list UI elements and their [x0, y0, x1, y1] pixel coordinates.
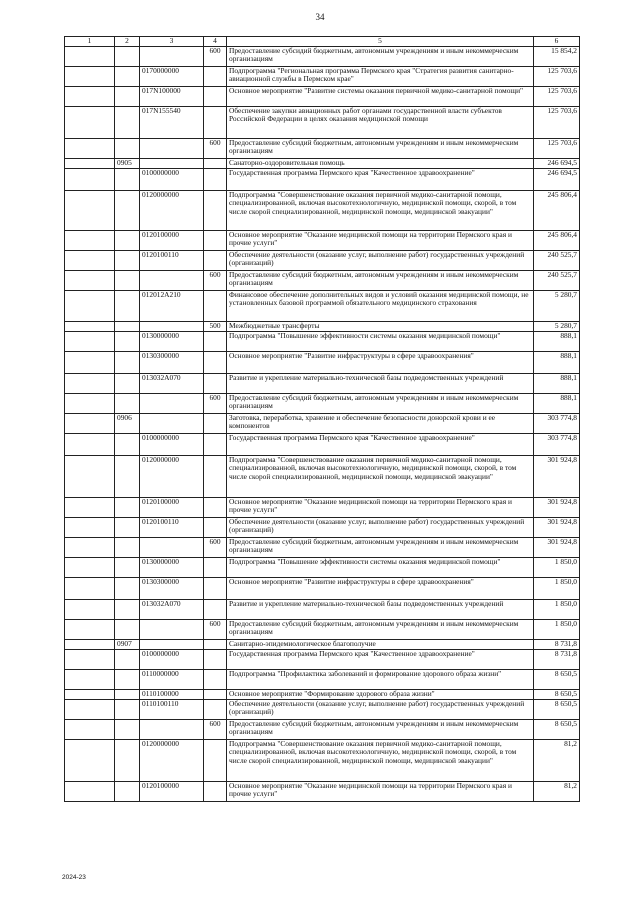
cell-name: Государственная программа Пермского края "Качественное здравоохранение" [227, 433, 534, 455]
cell-amount: 888,1 [534, 351, 580, 373]
cell-expense-type: 600 [204, 537, 227, 557]
cell-amount: 1 850,0 [534, 557, 580, 577]
cell-section [115, 619, 140, 639]
cell-target-article: 017N155540 [140, 106, 204, 138]
cell-name: Предоставление субсидий бюджетным, автономным учреждениям и иным некоммерческим организациям [227, 270, 534, 290]
cell-section [115, 66, 140, 86]
cell-chapter [65, 497, 115, 517]
cell-chapter [65, 290, 115, 321]
cell-chapter [65, 190, 115, 230]
cell-expense-type [204, 158, 227, 168]
table-row [65, 619, 580, 639]
cell-expense-type [204, 168, 227, 190]
budget-table [64, 36, 580, 802]
cell-chapter [65, 699, 115, 719]
table-row [65, 321, 580, 331]
cell-name: Развитие и укрепление материально-технической базы подведомственных учреждений [227, 373, 534, 393]
cell-amount: 81,2 [534, 781, 580, 801]
table-row [65, 599, 580, 619]
table-row [65, 331, 580, 351]
cell-name: Санаторно-оздоровительная помощь [227, 158, 534, 168]
column-header: 3 [140, 37, 204, 47]
cell-amount: 8 731,8 [534, 649, 580, 669]
cell-name: Подпрограмма "Повышение эффективности системы оказания медицинской помощи" [227, 331, 534, 351]
cell-expense-type [204, 557, 227, 577]
cell-amount: 125 703,6 [534, 138, 580, 158]
cell-chapter [65, 739, 115, 781]
cell-section [115, 557, 140, 577]
cell-section [115, 290, 140, 321]
cell-section [115, 331, 140, 351]
cell-section [115, 699, 140, 719]
cell-section [115, 517, 140, 537]
cell-section [115, 393, 140, 413]
cell-name: Основное мероприятие "Оказание медицинской помощи на территории Пермского края и прочие услуги" [227, 497, 534, 517]
table-row [65, 106, 580, 138]
cell-name: Основное мероприятие "Развитие инфраструктуры в сфере здравоохранения" [227, 577, 534, 599]
cell-section: 0905 [115, 158, 140, 168]
cell-target-article: 0100000000 [140, 433, 204, 455]
table-row [65, 351, 580, 373]
cell-target-article: 0120000000 [140, 190, 204, 230]
cell-amount: 1 850,0 [534, 577, 580, 599]
cell-chapter [65, 321, 115, 331]
cell-target-article: 013032А070 [140, 373, 204, 393]
header-row [65, 37, 580, 47]
table-row [65, 639, 580, 649]
cell-target-article: 0130000000 [140, 331, 204, 351]
cell-chapter [65, 66, 115, 86]
cell-chapter [65, 86, 115, 106]
table-row [65, 230, 580, 250]
cell-amount: 15 854,2 [534, 46, 580, 66]
cell-target-article: 0110000000 [140, 669, 204, 689]
cell-chapter [65, 689, 115, 699]
cell-section: 0907 [115, 639, 140, 649]
cell-target-article [140, 619, 204, 639]
cell-expense-type [204, 455, 227, 497]
cell-section [115, 230, 140, 250]
cell-target-article: 0130300000 [140, 351, 204, 373]
cell-name: Финансовое обеспечение дополнительных видов и условий оказания медицинской помощи, не установленных базовой программой обязательного медицинского страхования [227, 290, 534, 321]
cell-name: Предоставление субсидий бюджетным, автономным учреждениям и иным некоммерческим организациям [227, 719, 534, 739]
cell-section [115, 106, 140, 138]
cell-expense-type [204, 699, 227, 719]
cell-expense-type [204, 373, 227, 393]
cell-name: Подпрограмма "Повышение эффективности системы оказания медицинской помощи" [227, 557, 534, 577]
cell-target-article: 0110100000 [140, 689, 204, 699]
table-row [65, 190, 580, 230]
table-row [65, 138, 580, 158]
cell-target-article [140, 393, 204, 413]
cell-name: Обеспечение деятельности (оказание услуг, выполнение работ) государственных учреждений (организаций) [227, 699, 534, 719]
cell-section [115, 689, 140, 699]
cell-section: 0906 [115, 413, 140, 433]
cell-expense-type: 600 [204, 393, 227, 413]
cell-expense-type [204, 669, 227, 689]
table-row [65, 699, 580, 719]
cell-expense-type [204, 250, 227, 270]
cell-section [115, 270, 140, 290]
cell-chapter [65, 599, 115, 619]
cell-expense-type [204, 577, 227, 599]
cell-expense-type [204, 433, 227, 455]
cell-name: Основное мероприятие "Оказание медицинской помощи на территории Пермского края и прочие услуги" [227, 230, 534, 250]
cell-section [115, 168, 140, 190]
cell-amount: 125 703,6 [534, 86, 580, 106]
cell-section [115, 577, 140, 599]
cell-section [115, 250, 140, 270]
column-header: 4 [204, 37, 227, 47]
cell-name: Подпрограмма "Совершенствование оказания первичной медико-санитарной помощи, специализированной, включая высокотехнологичную, медицинской помощи, скорой, в том числе скорой специализированной, медицинской помощи, медицинской эвакуации" [227, 190, 534, 230]
cell-chapter [65, 669, 115, 689]
table-body [65, 46, 580, 801]
cell-name: Заготовка, переработка, хранение и обеспечение безопасности донорской крови и ее компонентов [227, 413, 534, 433]
cell-section [115, 86, 140, 106]
table-row [65, 413, 580, 433]
cell-name: Обеспечение закупки авиационных работ органами государственной власти субъектов Российской Федерации в целях оказания медицинской помощи [227, 106, 534, 138]
table-row [65, 270, 580, 290]
cell-amount: 5 280,7 [534, 290, 580, 321]
cell-chapter [65, 719, 115, 739]
cell-target-article: 0100000000 [140, 168, 204, 190]
cell-expense-type [204, 739, 227, 781]
table-row [65, 290, 580, 321]
cell-chapter [65, 331, 115, 351]
cell-amount: 125 703,6 [534, 106, 580, 138]
cell-name: Предоставление субсидий бюджетным, автономным учреждениям и иным некоммерческим организациям [227, 46, 534, 66]
cell-name: Санитарно-эпидемиологическое благополучие [227, 639, 534, 649]
cell-amount: 81,2 [534, 739, 580, 781]
table-row [65, 689, 580, 699]
cell-amount: 8 650,5 [534, 689, 580, 699]
cell-target-article [140, 639, 204, 649]
cell-section [115, 455, 140, 497]
cell-amount: 301 924,8 [534, 537, 580, 557]
table-row [65, 739, 580, 781]
cell-amount: 245 806,4 [534, 190, 580, 230]
cell-chapter [65, 168, 115, 190]
table-row [65, 781, 580, 801]
table-row [65, 455, 580, 497]
cell-target-article: 0130300000 [140, 577, 204, 599]
cell-expense-type: 600 [204, 270, 227, 290]
cell-name: Межбюджетные трансферты [227, 321, 534, 331]
cell-amount: 245 806,4 [534, 230, 580, 250]
page-number: 34 [315, 12, 325, 22]
cell-expense-type [204, 106, 227, 138]
column-header: 1 [65, 37, 115, 47]
cell-name: Предоставление субсидий бюджетным, автономным учреждениям и иным некоммерческим организациям [227, 619, 534, 639]
cell-section [115, 537, 140, 557]
cell-expense-type [204, 66, 227, 86]
cell-amount: 125 703,6 [534, 66, 580, 86]
cell-expense-type: 500 [204, 321, 227, 331]
cell-target-article: 013032А070 [140, 599, 204, 619]
cell-chapter [65, 351, 115, 373]
cell-amount: 8 650,5 [534, 719, 580, 739]
table-row [65, 517, 580, 537]
cell-amount: 301 924,8 [534, 517, 580, 537]
cell-name: Основное мероприятие "Формирование здорового образа жизни" [227, 689, 534, 699]
cell-chapter [65, 649, 115, 669]
cell-target-article: 0110100110 [140, 699, 204, 719]
cell-name: Подпрограмма "Региональная программа Пермского края "Стратегия развития санитарно-авиационной службы в Пермском крае" [227, 66, 534, 86]
cell-name: Подпрограмма "Профилактика заболеваний и формирование здорового образа жизни" [227, 669, 534, 689]
cell-section [115, 649, 140, 669]
cell-amount: 303 774,8 [534, 413, 580, 433]
cell-expense-type [204, 781, 227, 801]
cell-chapter [65, 270, 115, 290]
cell-chapter [65, 433, 115, 455]
cell-amount: 303 774,8 [534, 433, 580, 455]
cell-amount: 8 650,5 [534, 669, 580, 689]
table-row [65, 46, 580, 66]
cell-amount: 301 924,8 [534, 497, 580, 517]
footer-code: 2024-23 [62, 874, 86, 881]
cell-chapter [65, 393, 115, 413]
cell-chapter [65, 557, 115, 577]
cell-name: Предоставление субсидий бюджетным, автономным учреждениям и иным некоммерческим организациям [227, 393, 534, 413]
cell-amount: 888,1 [534, 331, 580, 351]
table-row [65, 577, 580, 599]
cell-chapter [65, 46, 115, 66]
cell-expense-type [204, 86, 227, 106]
cell-amount: 1 850,0 [534, 599, 580, 619]
cell-amount: 888,1 [534, 373, 580, 393]
table-row [65, 719, 580, 739]
cell-section [115, 351, 140, 373]
cell-target-article [140, 158, 204, 168]
table-row [65, 433, 580, 455]
cell-name: Основное мероприятие "Оказание медицинской помощи на территории Пермского края и прочие услуги" [227, 781, 534, 801]
cell-amount: 246 694,5 [534, 168, 580, 190]
cell-name: Государственная программа Пермского края "Качественное здравоохранение" [227, 649, 534, 669]
table-row [65, 669, 580, 689]
table-row [65, 86, 580, 106]
cell-expense-type [204, 639, 227, 649]
cell-target-article: 0100000000 [140, 649, 204, 669]
table-row [65, 497, 580, 517]
cell-expense-type [204, 331, 227, 351]
cell-section [115, 190, 140, 230]
cell-target-article: 0120100000 [140, 781, 204, 801]
cell-expense-type [204, 190, 227, 230]
table-row [65, 373, 580, 393]
cell-name: Основное мероприятие "Развитие системы оказания первичной медико-санитарной помощи" [227, 86, 534, 106]
cell-expense-type: 600 [204, 46, 227, 66]
cell-name: Развитие и укрепление материально-технической базы подведомственных учреждений [227, 599, 534, 619]
cell-amount: 888,1 [534, 393, 580, 413]
cell-chapter [65, 577, 115, 599]
table-row [65, 250, 580, 270]
cell-chapter [65, 106, 115, 138]
cell-name: Обеспечение деятельности (оказание услуг, выполнение работ) государственных учреждений (организаций) [227, 250, 534, 270]
cell-amount: 240 525,7 [534, 270, 580, 290]
cell-section [115, 138, 140, 158]
cell-target-article: 0120100000 [140, 230, 204, 250]
cell-chapter [65, 781, 115, 801]
cell-target-article: 0170000000 [140, 66, 204, 86]
cell-chapter [65, 537, 115, 557]
cell-expense-type: 600 [204, 719, 227, 739]
cell-chapter [65, 230, 115, 250]
cell-expense-type [204, 230, 227, 250]
cell-chapter [65, 517, 115, 537]
cell-target-article: 0130000000 [140, 557, 204, 577]
cell-expense-type [204, 290, 227, 321]
cell-section [115, 719, 140, 739]
cell-amount: 246 694,5 [534, 158, 580, 168]
cell-chapter [65, 413, 115, 433]
cell-expense-type [204, 517, 227, 537]
cell-expense-type [204, 649, 227, 669]
cell-name: Подпрограмма "Совершенствование оказания первичной медико-санитарной помощи, специализированной, включая высокотехнологичную, медицинской помощи, скорой, в том числе скорой специализированной, медицинской помощи, медицинской эвакуации" [227, 455, 534, 497]
cell-amount: 240 525,7 [534, 250, 580, 270]
table-row [65, 557, 580, 577]
table-row [65, 537, 580, 557]
cell-section [115, 781, 140, 801]
cell-section [115, 669, 140, 689]
cell-name: Обеспечение деятельности (оказание услуг, выполнение работ) государственных учреждений (организаций) [227, 517, 534, 537]
table-row [65, 66, 580, 86]
table-row [65, 649, 580, 669]
cell-chapter [65, 455, 115, 497]
cell-chapter [65, 619, 115, 639]
cell-chapter [65, 373, 115, 393]
cell-chapter [65, 158, 115, 168]
cell-name: Предоставление субсидий бюджетным, автономным учреждениям и иным некоммерческим организациям [227, 138, 534, 158]
cell-section [115, 433, 140, 455]
cell-target-article [140, 413, 204, 433]
cell-section [115, 739, 140, 781]
cell-chapter [65, 639, 115, 649]
cell-amount: 5 280,7 [534, 321, 580, 331]
cell-amount: 8 731,8 [534, 639, 580, 649]
cell-expense-type [204, 599, 227, 619]
cell-amount: 8 650,5 [534, 699, 580, 719]
cell-name: Предоставление субсидий бюджетным, автономным учреждениям и иным некоммерческим организациям [227, 537, 534, 557]
table-row [65, 168, 580, 190]
cell-amount: 301 924,8 [534, 455, 580, 497]
cell-chapter [65, 138, 115, 158]
cell-target-article [140, 719, 204, 739]
column-header: 2 [115, 37, 140, 47]
column-header: 6 [534, 37, 580, 47]
cell-expense-type [204, 497, 227, 517]
cell-target-article [140, 46, 204, 66]
cell-target-article: 0120100110 [140, 517, 204, 537]
cell-section [115, 321, 140, 331]
cell-expense-type [204, 351, 227, 373]
cell-target-article [140, 270, 204, 290]
cell-target-article: 017N100000 [140, 86, 204, 106]
cell-target-article [140, 321, 204, 331]
cell-target-article: 012012А210 [140, 290, 204, 321]
cell-section [115, 497, 140, 517]
cell-section [115, 373, 140, 393]
table-row [65, 393, 580, 413]
cell-name: Основное мероприятие "Развитие инфраструктуры в сфере здравоохранения" [227, 351, 534, 373]
cell-section [115, 599, 140, 619]
cell-expense-type [204, 413, 227, 433]
cell-section [115, 46, 140, 66]
cell-name: Государственная программа Пермского края "Качественное здравоохранение" [227, 168, 534, 190]
cell-target-article [140, 138, 204, 158]
cell-target-article: 0120000000 [140, 739, 204, 781]
cell-target-article: 0120100000 [140, 497, 204, 517]
cell-expense-type: 600 [204, 138, 227, 158]
cell-chapter [65, 250, 115, 270]
cell-target-article: 0120100110 [140, 250, 204, 270]
cell-name: Подпрограмма "Совершенствование оказания первичной медико-санитарной помощи, специализированной, включая высокотехнологичную, медицинской помощи, скорой, в том числе скорой специализированной, медицинской помощи, медицинской эвакуации" [227, 739, 534, 781]
cell-expense-type [204, 689, 227, 699]
cell-target-article: 0120000000 [140, 455, 204, 497]
table-row [65, 158, 580, 168]
cell-expense-type: 600 [204, 619, 227, 639]
cell-amount: 1 850,0 [534, 619, 580, 639]
column-header: 5 [227, 37, 534, 47]
cell-target-article [140, 537, 204, 557]
